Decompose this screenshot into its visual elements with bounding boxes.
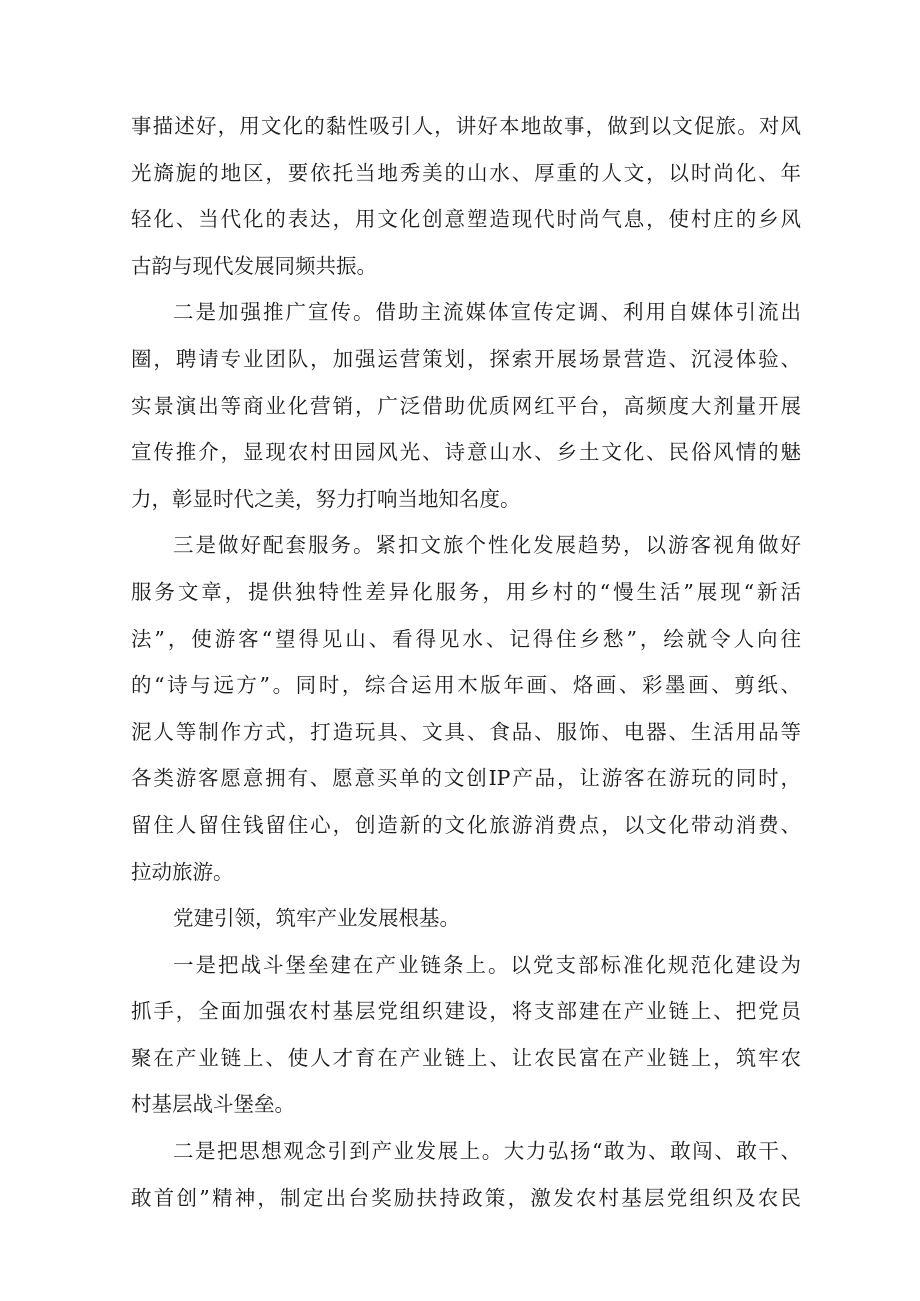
text-line: 抓手，全面加强农村基层党组织建设，将支部建在产业链上、把党员 (131, 999, 801, 1024)
text-line: 宣传推介，显现农村田园风光、诗意山水、乡土文化、民俗风情的魅 (131, 440, 801, 465)
text-line: 力，彰显时代之美，努力打响当地知名度。 (131, 486, 521, 511)
text-line: 三是做好配套服务。紧扣文旅个性化发展趋势，以游客视角做好 (173, 533, 801, 558)
text-line: 一是把战斗堡垒建在产业链条上。以党支部标准化规范化建设为 (173, 952, 801, 977)
text-line: 留住人留住钱留住心，创造新的文化旅游消费点，以文化带动消费、 (131, 812, 801, 837)
text-line: 聚在产业链上、使人才育在产业链上、让农民富在产业链上，筑牢农 (131, 1045, 801, 1070)
text-line: 各类游客愿意拥有、愿意买单的文创IP产品，让游客在游玩的同时， (131, 766, 801, 791)
text-line: 法”，使游客“望得见山、看得见水、记得住乡愁”，绘就令人向往 (131, 626, 801, 651)
text-line: 轻化、当代化的表达，用文化创意塑造现代时尚气息，使村庄的乡风 (131, 207, 801, 232)
text-line: 光旖旎的地区，要依托当地秀美的山水、厚重的人文，以时尚化、年 (131, 160, 801, 185)
text-line: 拉动旅游。 (131, 859, 234, 884)
text-line: 事描述好，用文化的黏性吸引人，讲好本地故事，做到以文促旅。对风 (131, 114, 801, 138)
document-body (131, 103, 801, 1221)
text-line: 二是把思想观念引到产业发展上。大力弘扬“敢为、敢闯、敢干、 (173, 1139, 801, 1164)
text-line: 敢首创”精神，制定出台奖励扶持政策，激发农村基层党组织及农民 (131, 1185, 801, 1210)
text-line: 的“诗与远方”。同时，综合运用木版年画、烙画、彩墨画、剪纸、 (131, 673, 801, 698)
text-line: 泥人等制作方式，打造玩具、文具、食品、服饰、电器、生活用品等 (131, 719, 801, 744)
text-line: 实景演出等商业化营销，广泛借助优质网红平台，高频度大剂量开展 (131, 393, 801, 418)
text-line: 服务文章，提供独特性差异化服务，用乡村的“慢生活”展现“新活 (131, 579, 801, 604)
text-line: 村基层战斗堡垒。 (131, 1092, 295, 1117)
text-line: 圈，聘请专业团队，加强运营策划，探索开展场景营造、沉浸体验、 (131, 346, 801, 371)
text-line: 二是加强推广宣传。借助主流媒体宣传定调、利用自媒体引流出 (173, 300, 801, 325)
section-heading: 党建引领，筑牢产业发展根基。 (173, 906, 460, 931)
text-line: 古韵与现代发展同频共振。 (131, 253, 377, 278)
